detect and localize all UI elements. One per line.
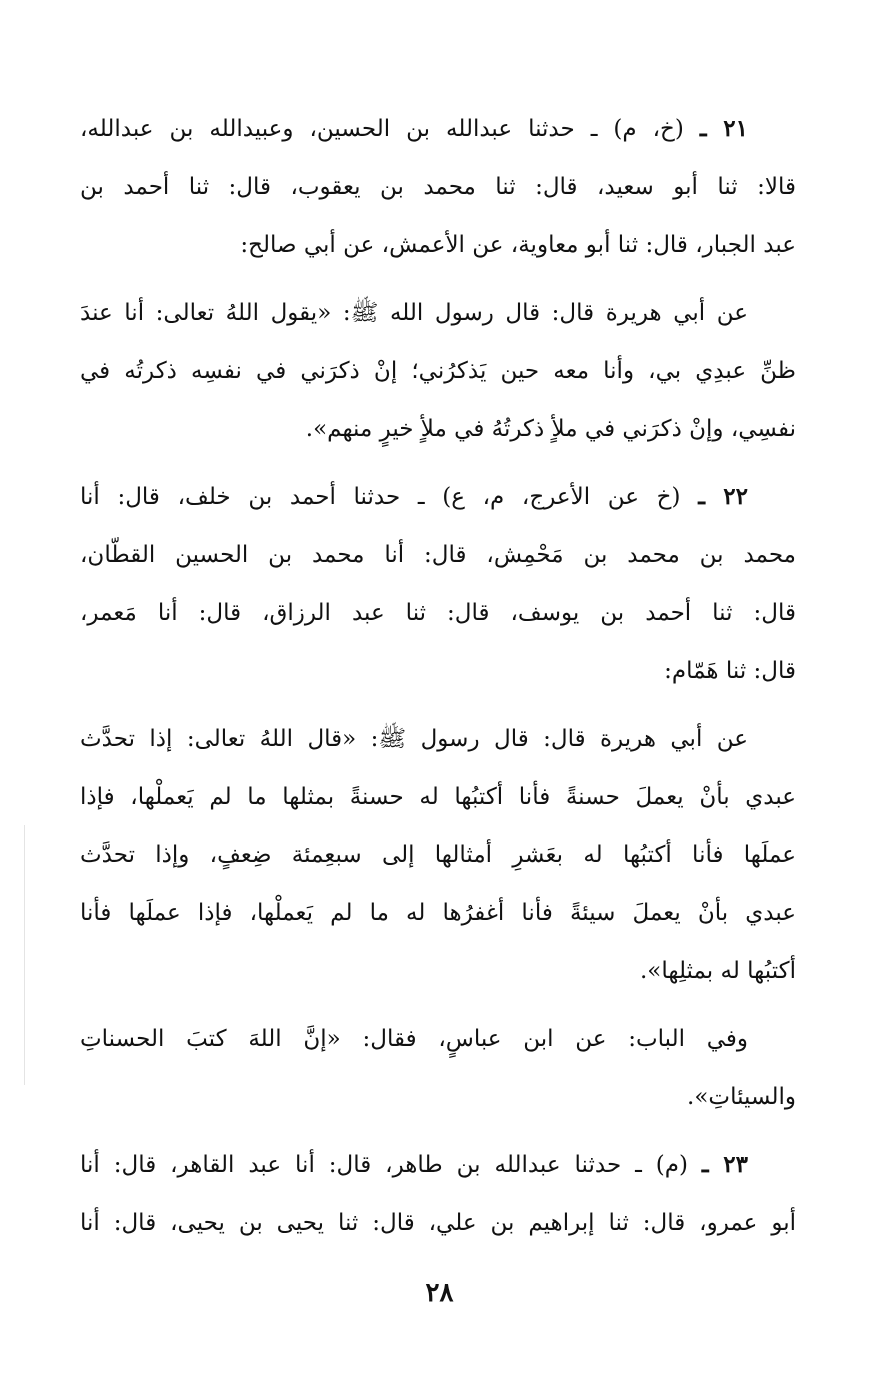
- hadith-22-matn-line-1: عن أبي هريرة قال: قال رسول ﷺ: «قال اللهُ تعالى: إذا تحدَّث: [80, 726, 748, 752]
- hadith-22-matn-line-2: عبدي بأنْ يعملَ حسنةً فأنا أكتبُها له حسنةً بمثلها ما لم يَعملْها، فإذا: [80, 784, 796, 810]
- hadith-21: [80, 100, 796, 458]
- hadith-22-line-2: محمد بن محمد بن مَحْمِش، قال: أنا محمد بن الحسين القطّان،: [80, 542, 796, 568]
- hadith-23-number: ٢٣ ـ: [701, 1151, 748, 1178]
- hadith-21-matn-line-1: عن أبي هريرة قال: قال رسول الله ﷺ: «يقول اللهُ تعالى: أنا عندَ: [80, 300, 748, 326]
- hadith-23: [80, 1136, 796, 1252]
- hadith-21-line-2: قالا: ثنا أبو سعيد، قال: ثنا محمد بن يعقوب، قال: ثنا أحمد بن: [80, 174, 796, 200]
- page-edge-shadow: [24, 825, 25, 1085]
- hadith-22-bab-line-2: والسيئاتِ».: [687, 1084, 796, 1110]
- hadith-23-isnad-text: (م) ـ حدثنا عبدالله بن طاهر، قال: أنا عبد القاهر، قال: أنا: [80, 1152, 688, 1178]
- page-text: [80, 100, 796, 1252]
- hadith-22-matn-line-5: أكتبُها له بمثلِها».: [639, 958, 796, 984]
- hadith-21-line-3: عبد الجبار، قال: ثنا أبو معاوية، عن الأعمش، عن أبي صالح:: [240, 232, 796, 258]
- hadith-21-line-1: [80, 100, 796, 158]
- hadith-22-isnad-text: (خ عن الأعرج، م، ع) ـ حدثنا أحمد بن خلف، قال: أنا: [80, 484, 681, 510]
- hadith-22-line-4: قال: ثنا هَمّام:: [664, 658, 796, 684]
- hadith-21-number: ٢١ ـ: [699, 115, 748, 142]
- hadith-21-matn-line-2: ظنِّ عبدِي بي، وأنا معه حين يَذكرُني؛ إنْ ذكرَني في نفسِه ذكرتُه في: [80, 358, 796, 384]
- hadith-22-line-1: [80, 468, 796, 526]
- hadith-23-line-2: أبو عمرو، قال: ثنا إبراهيم بن علي، قال: ثنا يحيى بن يحيى، قال: أنا: [80, 1210, 796, 1236]
- hadith-23-line-1: [80, 1136, 796, 1194]
- hadith-22-bab-line-1: وفي الباب: عن ابن عباسٍ، فقال: «إنَّ اللهَ كتبَ الحسناتِ: [80, 1026, 748, 1052]
- page-number: ٢٨: [425, 1278, 454, 1308]
- hadith-22-matn-line-3: عملَها فأنا أكتبُها له بعَشرِ أمثالها إلى سبعِمئة ضِعفٍ، وإذا تحدَّث: [80, 842, 796, 868]
- hadith-22-matn-line-4: عبدي بأنْ يعملَ سيئةً فأنا أغفرُها له ما لم يَعملْها، فإذا عملَها فأنا: [80, 900, 796, 926]
- hadith-21-matn-line-3: نفسِي، وإنْ ذكرَني في ملأٍ ذكرتُهُ في ملأٍ خيرٍ منهم».: [305, 416, 796, 442]
- hadith-22: [80, 468, 796, 1126]
- hadith-22-number: ٢٢ ـ: [698, 483, 749, 510]
- hadith-21-isnad-text: (خ، م) ـ حدثنا عبدالله بن الحسين، وعبيدالله بن عبدالله،: [80, 116, 684, 142]
- hadith-22-line-3: قال: ثنا أحمد بن يوسف، قال: ثنا عبد الرزاق، قال: أنا مَعمر،: [80, 600, 796, 626]
